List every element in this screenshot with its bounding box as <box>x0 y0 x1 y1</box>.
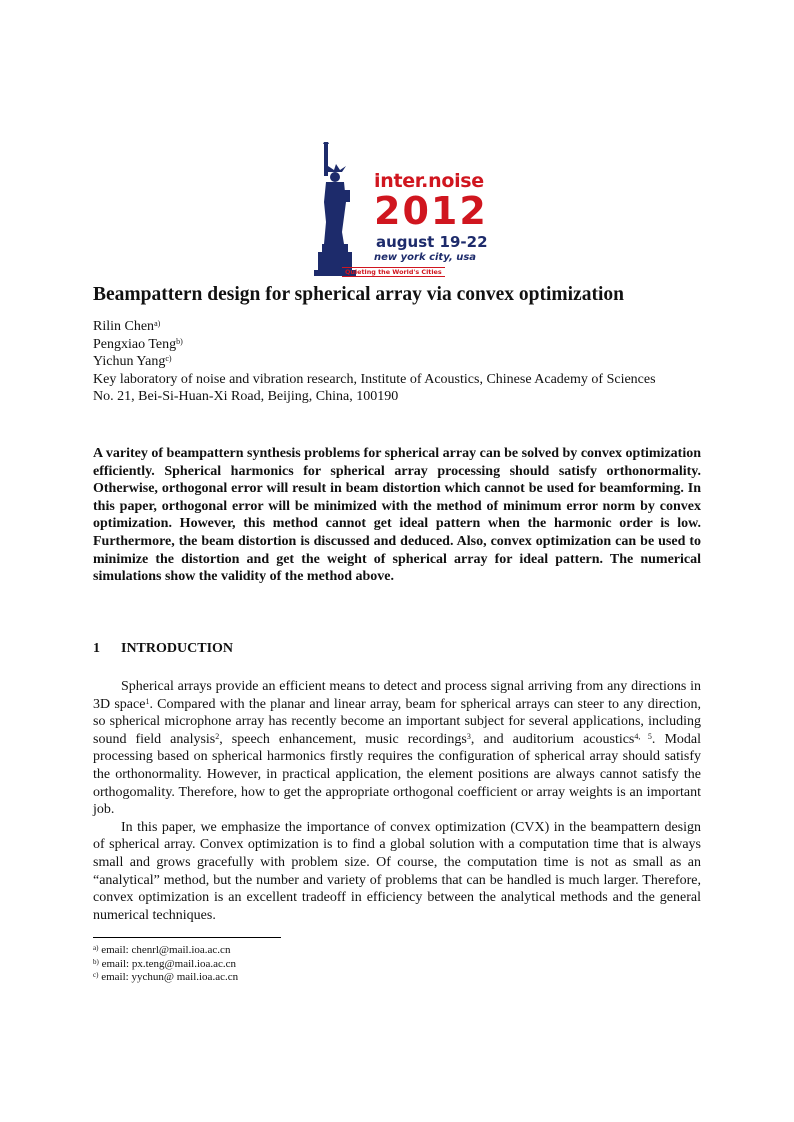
paragraph-text: , and auditorium acoustics <box>470 731 635 747</box>
footnote-divider <box>93 937 281 938</box>
conference-logo <box>312 142 492 282</box>
logo-line-date: august 19-22 <box>376 233 488 251</box>
logo-line-city: new york city, usa <box>374 252 477 263</box>
author-line <box>93 318 701 336</box>
section-title: INTRODUCTION <box>121 641 234 656</box>
logo-line-inter-noise: inter.noise <box>374 170 484 192</box>
address: No. 21, Bei-Si-Huan-Xi Road, Beijing, China, 100190 <box>93 389 399 404</box>
author-footnote-mark: a) <box>154 319 161 328</box>
footnote-mark: a) <box>93 944 99 952</box>
paragraph-text: . Compared with the planar and linear array, beam for spherical arrays can steer to any direction, so spherical microphone array has recently become an important subject for several applications, including sound field analysis <box>93 696 701 747</box>
statue-of-liberty-icon <box>312 142 372 282</box>
affiliation: Key laboratory of noise and vibration research, Institute of Acoustics, Chinese Academy of Sciences <box>93 371 656 387</box>
section-number: 1 <box>93 641 100 656</box>
footnotes <box>93 944 493 985</box>
author-line <box>93 336 701 354</box>
body-text <box>93 678 701 924</box>
logo-line-year: 2012 <box>374 189 488 233</box>
footnote <box>93 958 493 972</box>
author-footnote-mark: b) <box>176 336 183 346</box>
author-name: Rilin Chen <box>93 319 155 334</box>
author-footnote-mark: c) <box>165 354 172 363</box>
footnote-email: email: chenrl@mail.ioa.ac.cn <box>101 944 231 956</box>
reference-mark: 1 <box>145 696 150 706</box>
logo-tagline: Quieting the World's Cities <box>342 267 445 277</box>
footnote-email: email: yychun@ mail.ioa.ac.cn <box>101 971 239 983</box>
paragraph-1 <box>93 678 701 819</box>
reference-mark: 2 <box>215 731 220 741</box>
paragraph-text: , speech enhancement, music recordings <box>219 731 467 747</box>
footnote <box>93 944 493 958</box>
footnote-email: email: px.teng@mail.ioa.ac.cn <box>101 957 237 970</box>
paragraph-text: Spherical arrays provide an efficient means to detect and process signal arriving from any directions in 3D space <box>93 679 701 712</box>
footnote <box>93 971 493 985</box>
paper-title: Beampattern design for spherical array via convex optimization <box>93 284 624 305</box>
reference-mark: 3 <box>466 731 471 741</box>
author-block <box>93 318 701 406</box>
reference-mark: 4, 5 <box>634 731 652 741</box>
abstract: A varitey of beampattern synthesis problems for spherical array can be solved by convex optimization efficiently. Spherical harmonics for spherical array processing should satisfy orthonormality. Otherwise, orthogonal error will result in beam distortion which cannot be used for beamforming. In this paper, orthogonal error will be minimized with the method of minimum error norm by convex optimization. However, this method cannot get ideal pattern when the harmonic order is low. Furthermore, the beam distortion is discussed and deduced. Also, convex optimization can be used to minimize the distortion and get the weight of spherical array for ideal pattern. The numerical simulations show the validity of the method above. <box>93 446 701 585</box>
footnote-mark: b) <box>93 957 99 966</box>
author-name: Pengxiao Teng <box>93 336 177 352</box>
paragraph-2: In this paper, we emphasize the importance of convex optimization (CVX) in the beampattern design of spherical array. Convex optimization is to find a global solution with a computation time that is always small and grows gracefully with problem size. Of course, the computation time is not as small as an “analytical” method, but the number and variety of problems that can be handled is much larger. Therefore, convex optimization is an excellent tradeoff in efficiency between the analytical methods and the general numerical techniques. <box>93 819 701 923</box>
author-line <box>93 353 701 371</box>
paragraph-text: . Modal processing based on spherical harmonics firstly requires the configuration of spherical array should satisfy the orthonormality. However, in practical application, the element positions are always cannot satisfy the orthogomality. Therefore, how to get the appropriate orthogonal coefficient or array weights is an important job. <box>93 731 701 818</box>
author-name: Yichun Yang <box>93 354 166 369</box>
footnote-mark: c) <box>93 971 99 979</box>
section-heading <box>93 640 701 658</box>
